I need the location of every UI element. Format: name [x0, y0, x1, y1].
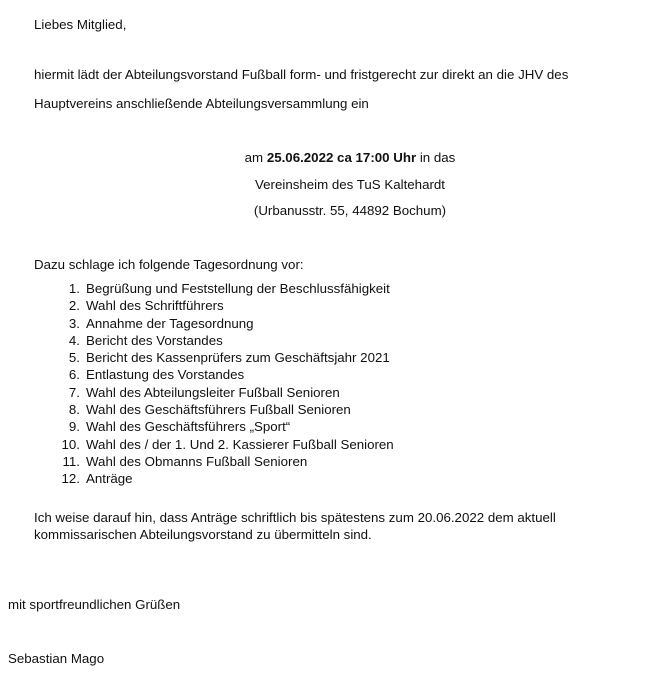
agenda-item-number: 10. — [61, 436, 80, 452]
agenda-item — [60, 297, 394, 314]
event-prefix: am — [244, 150, 267, 165]
intro-line-2: Hauptvereins anschließende Abteilungsversammlung ein — [34, 96, 369, 111]
agenda-item-text: Wahl des / der 1. Und 2. Kassierer Fußball Senioren — [86, 436, 394, 452]
agenda-item-number: 12. — [61, 471, 80, 487]
agenda-intro: Dazu schlage ich folgende Tagesordnung vor: — [34, 257, 304, 272]
agenda-item-text: Wahl des Geschäftsführers „Sport“ — [86, 419, 291, 435]
agenda-item — [60, 315, 394, 332]
agenda-item — [60, 384, 394, 401]
signature-name: Sebastian Mago — [8, 651, 105, 666]
agenda-item-number: 1. — [68, 281, 80, 296]
agenda-item — [60, 470, 394, 487]
salutation: Liebes Mitglied, — [34, 17, 127, 32]
agenda-item — [60, 418, 394, 435]
agenda-item-text: Begrüßung und Feststellung der Beschlussfähigkeit — [86, 281, 390, 296]
event-suffix: in das — [416, 150, 456, 165]
agenda-item-text: Annahme der Tagesordnung — [86, 315, 254, 331]
agenda-item — [60, 453, 394, 470]
agenda-item-number: 4. — [68, 332, 80, 348]
agenda-item-text: Wahl des Geschäftsführers Fußball Senioren — [86, 402, 351, 418]
intro-line-1: hiermit lädt der Abteilungsvorstand Fußball form- und fristgerecht zur direkt an die JHV des — [34, 67, 569, 82]
event-address: (Urbanusstr. 55, 44892 Bochum) — [253, 203, 447, 218]
agenda-item-number: 7. — [68, 384, 80, 400]
agenda-item-number: 11. — [62, 453, 80, 469]
agenda-item-text: Wahl des Abteilungsleiter Fußball Senioren — [86, 384, 340, 400]
agenda-item-text: Bericht des Vorstandes — [86, 332, 223, 348]
agenda-item-text: Wahl des Obmanns Fußball Senioren — [86, 453, 308, 469]
agenda-item-number: 8. — [68, 402, 80, 418]
event-date-line — [190, 150, 510, 166]
event-date-time: 25.06.2022 ca 17:00 Uhr — [266, 150, 417, 165]
agenda-item-text: Entlastung des Vorstandes — [86, 367, 245, 383]
agenda-item-text: Bericht des Kassenprüfers zum Geschäftsjahr 2021 — [86, 350, 390, 366]
notice-line-2: kommissarischen Abteilungsvorstand zu übermitteln sind. — [34, 527, 372, 542]
agenda-list — [60, 280, 394, 488]
event-venue: Vereinsheim des TuS Kaltehardt — [255, 177, 445, 192]
agenda-item — [60, 349, 394, 366]
agenda-item-number: 5. — [68, 350, 80, 366]
agenda-item — [60, 436, 394, 453]
agenda-item — [60, 401, 394, 418]
agenda-item-number: 2. — [68, 298, 80, 314]
agenda-item — [60, 332, 394, 349]
agenda-item-number: 3. — [68, 315, 80, 331]
agenda-item — [60, 280, 394, 297]
notice-line-1: Ich weise darauf hin, dass Anträge schriftlich bis spätestens zum 20.06.2022 dem aktuell — [34, 510, 556, 525]
closing: mit sportfreundlichen Grüßen — [8, 597, 181, 612]
agenda-item-text: Wahl des Schriftführers — [86, 298, 224, 314]
agenda-item-number: 6. — [68, 367, 80, 383]
agenda-item-text: Anträge — [86, 471, 133, 487]
agenda-item — [60, 366, 394, 383]
agenda-item-number: 9. — [68, 419, 80, 435]
